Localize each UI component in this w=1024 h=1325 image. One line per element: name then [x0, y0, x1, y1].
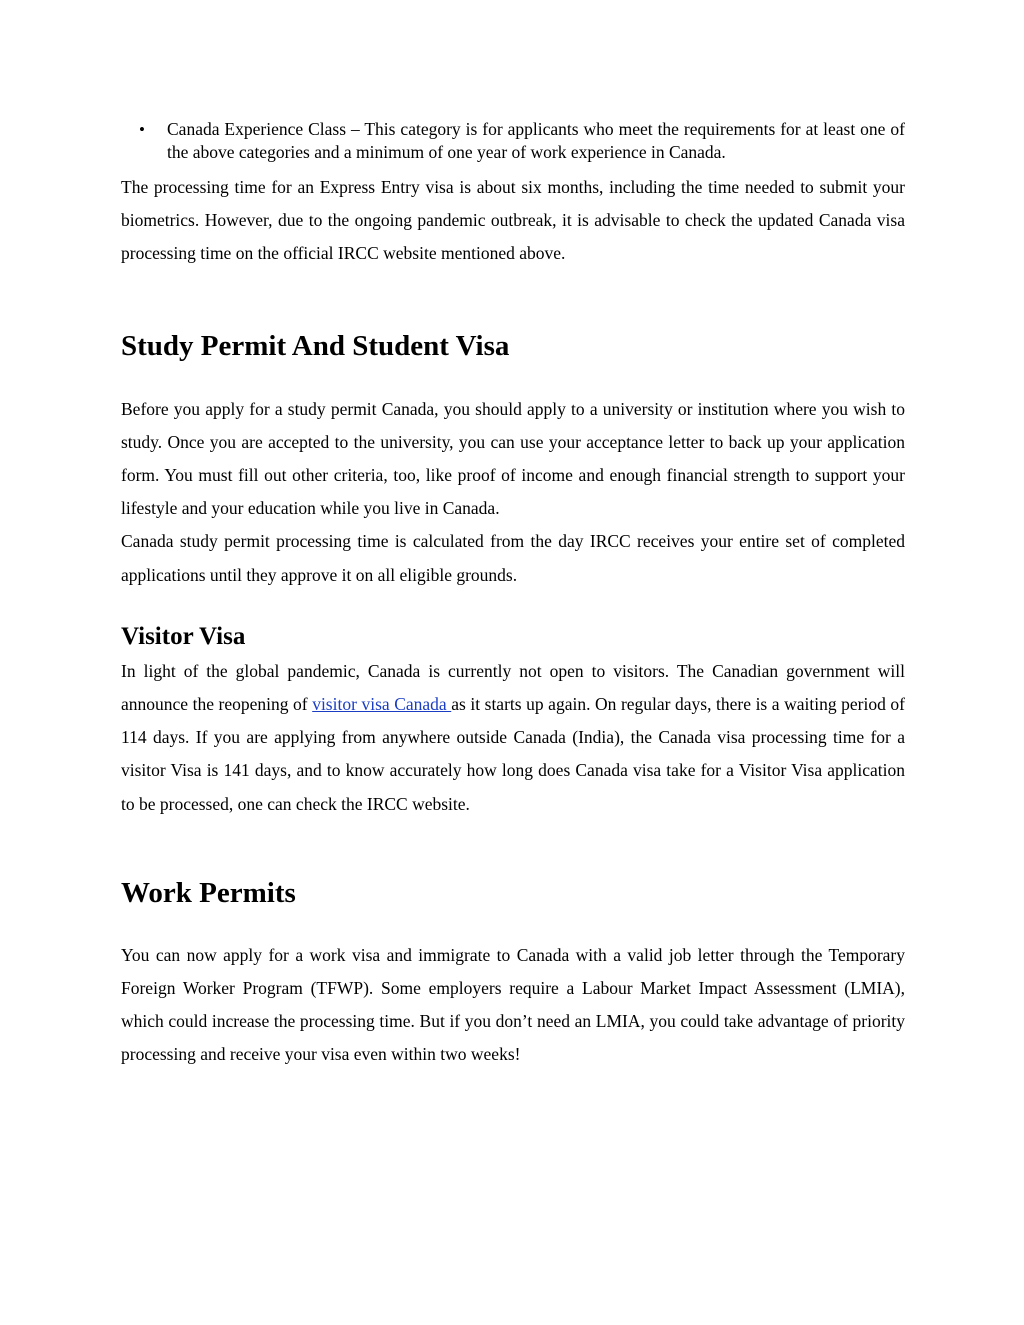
document-page [121, 118, 905, 1072]
list-item [121, 118, 905, 164]
bullet-icon: • [139, 120, 145, 139]
visitor-visa-canada-link[interactable]: visitor visa Canada [312, 694, 452, 715]
visitor-visa-paragraph [121, 655, 905, 821]
bullet-text: Canada Experience Class – This category is for applicants who meet the requirements for at least one of the above categories and a minimum of one year of work experience in Canada. [167, 119, 905, 162]
work-permits-heading: Work Permits [121, 876, 296, 909]
study-permit-paragraph: Before you apply for a study permit Canada, you should apply to a university or institution where you wish to study. Once you are accepted to the university, you can use your acceptance letter to back up your application form. You must fill out other criteria, too, like proof of income and enough financial strength to support your lifestyle and your education while you live in Canada. [121, 398, 905, 519]
study-processing-paragraph: Canada study permit processing time is calculated from the day IRCC receives your entire set of completed applications until they approve it on all eligible grounds. [121, 531, 905, 585]
visitor-visa-heading: Visitor Visa [121, 622, 246, 650]
visitor-text-after: as it starts up again. On regular days, there is a waiting period of 114 days. If you are applying from anywhere outside Canada (India), the Canada visa processing time for a visitor Visa is 141 days, and to know accurately how long does Canada visa take for a Visitor Visa application to be processed, one can check the IRCC website. [121, 694, 905, 814]
study-permit-heading: Study Permit And Student Visa [121, 329, 510, 362]
visitor-text-before: In light of the global pandemic, Canada is currently not open to visitors. The Canadian government will announce the reopening of [121, 660, 905, 715]
bullet-list [121, 118, 905, 164]
work-permits-paragraph: You can now apply for a work visa and immigrate to Canada with a valid job letter through the Temporary Foreign Worker Program (TFWP). Some employers require a Labour Market Impact Assessment (LMIA), which could increase the processing time. But if you don’t need an LMIA, you could take advantage of priority processing and receive your visa even within two weeks! [121, 944, 905, 1065]
processing-time-paragraph: The processing time for an Express Entry visa is about six months, including the time needed to submit your biometrics. However, due to the ongoing pandemic outbreak, it is advisable to check the updated Canada visa processing time on the official IRCC website mentioned above. [121, 177, 905, 264]
